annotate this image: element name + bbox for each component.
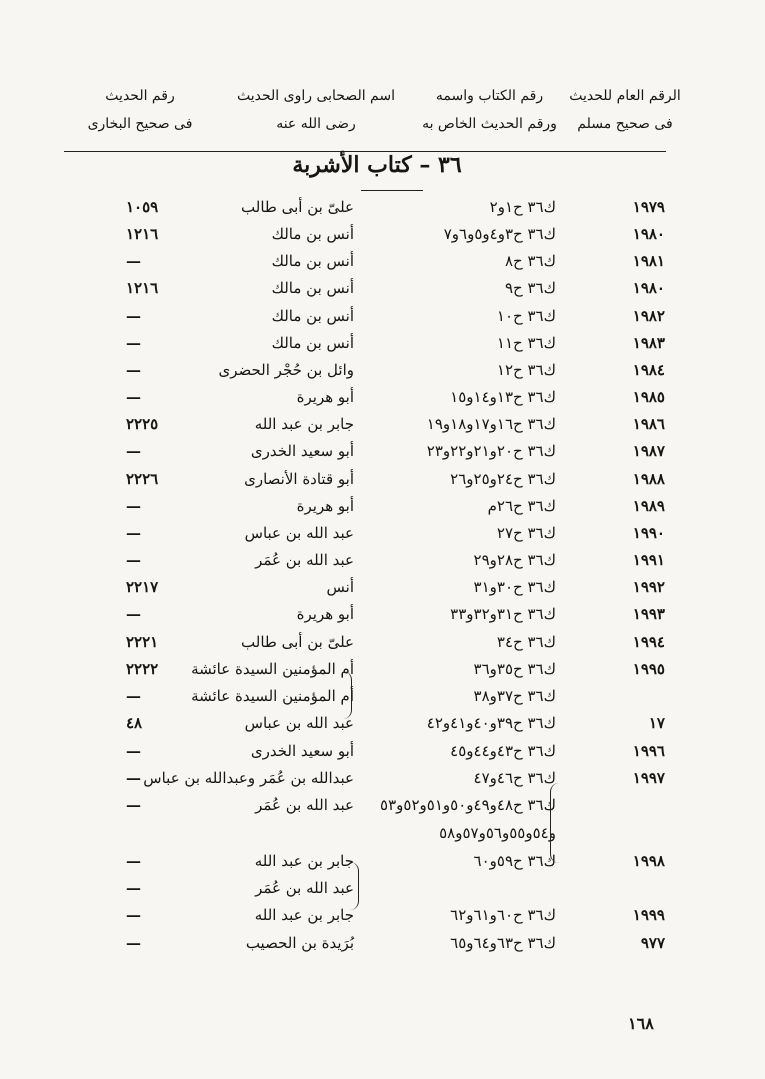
page-number: ١٦٨ [628, 1014, 654, 1033]
row-bukhari-number: — [126, 934, 141, 952]
row-book-reference: ك٣٦ ح٢٧ [496, 524, 556, 542]
row-bukhari-number: ٢٢٢٢ [126, 660, 159, 678]
row-book-reference: ك٣٦ ح٩ [504, 279, 556, 297]
row-narrator: أبو قتادة الأنصارى [244, 470, 354, 488]
header-book-reference [402, 82, 577, 138]
row-bukhari-number: — [126, 388, 141, 406]
row-bukhari-number: — [126, 551, 141, 569]
row-book-reference: ك٣٦ ح٢٠و٢١و٢٢و٢٣ [426, 442, 556, 460]
row-narrator: أنس بن مالك [271, 279, 354, 297]
row-narrator: أبو سعيد الخدرى [250, 442, 354, 460]
row-narrator: أبو سعيد الخدرى [250, 742, 354, 760]
row-bukhari-number: ٢٢٢٥ [126, 415, 159, 433]
row-book-reference: ك٣٦ ح١و٢ [489, 198, 556, 216]
brace-aisha [343, 671, 352, 719]
row-narrator: عبد الله بن عباس [244, 524, 354, 542]
row-bukhari-number: — [126, 687, 141, 705]
header-line: ورقم الحديث الخاص به [422, 116, 557, 132]
row-book-reference: ك٣٦ ح٦٠و٦١و٦٢ [450, 906, 556, 924]
row-bukhari-number: — [126, 879, 141, 897]
row-general-number: ١٩٨٤ [632, 361, 665, 379]
row-general-number: ١٩٨١ [632, 252, 665, 270]
row-book-reference: ك٣٦ ح٣٥و٣٦ [473, 660, 556, 678]
row-bukhari-number: — [126, 852, 141, 870]
row-narrator: أنس بن مالك [271, 307, 354, 325]
row-book-reference: ك٣٦ ح٥٩و٦٠ [473, 852, 556, 870]
row-narrator: عبد الله بن عُمَر [255, 551, 354, 569]
row-general-number: ١٧ [648, 714, 665, 732]
row-narrator: أم المؤمنين السيدة عائشة [191, 660, 354, 678]
row-bukhari-number: — [126, 524, 141, 542]
row-narrator: أنس بن مالك [271, 252, 354, 270]
header-bukhari-number [60, 82, 220, 138]
row-book-reference: ك٣٦ ح٣٤ [496, 633, 556, 651]
row-book-reference: ك٣٦ ح٢٤و٢٥و٢٦ [450, 470, 556, 488]
row-general-number: ١٩٩٢ [632, 578, 665, 596]
row-book-reference: ك٣٦ ح٣١و٣٢و٣٣ [450, 605, 556, 623]
row-general-number: ١٩٧٩ [632, 198, 665, 216]
row-bukhari-number: — [126, 361, 141, 379]
row-bukhari-number: ٢٢٢١ [126, 633, 159, 651]
row-general-number: ١٩٩٤ [632, 633, 665, 651]
row-narrator: جابر بن عبد الله [254, 852, 354, 870]
row-book-reference: ك٣٦ ح٣٩و٤٠و٤١و٤٢ [426, 714, 556, 732]
row-book-reference: ك٣٦ ح٤٣و٤٤و٤٥ [450, 742, 556, 760]
row-narrator: جابر بن عبد الله [254, 415, 354, 433]
row-bukhari-number: ١٢١٦ [126, 279, 159, 297]
row-book-reference: ك٣٦ ح٢٦م [487, 497, 556, 515]
row-book-reference: ك٣٦ ح٢٨و٢٩ [473, 551, 556, 569]
row-narrator: علىّ بن أبى طالب [241, 198, 354, 216]
row-book-reference: ك٣٦ ح١٣و١٤و١٥ [450, 388, 556, 406]
row-general-number: ٩٧٧ [640, 934, 665, 952]
row-narrator: أنس بن مالك [271, 225, 354, 243]
row-narrator: بُرَيدة بن الحصيب [245, 934, 354, 952]
row-narrator: أبو هريرة [296, 388, 354, 406]
row-general-number: ١٩٨٩ [632, 497, 665, 515]
row-bukhari-number: — [126, 252, 141, 270]
section-underline [361, 190, 423, 191]
row-book-reference: ك٣٦ ح١١ [496, 334, 556, 352]
row-narrator: علىّ بن أبى طالب [241, 633, 354, 651]
row-book-reference: ك٣٦ ح١٢ [496, 361, 556, 379]
row-narrator: أنس بن مالك [271, 334, 354, 352]
row-general-number: ١٩٩٠ [632, 524, 665, 542]
row-narrator: عبد الله بن عباس [244, 714, 354, 732]
header-line: رقم الكتاب واسمه [435, 88, 544, 104]
row-bukhari-number: — [126, 497, 141, 515]
row-book-reference: ك٣٦ ح٤٦و٤٧ [473, 769, 556, 787]
row-narrator: أم المؤمنين السيدة عائشة [191, 687, 354, 705]
row-book-reference: و٥٤و٥٥و٥٦و٥٧و٥٨ [439, 824, 556, 842]
row-general-number: ١٩٩١ [632, 551, 665, 569]
brace-1997-references [550, 783, 559, 863]
row-general-number: ١٩٩٧ [632, 769, 665, 787]
row-narrator: عبدالله بن عُمَر وعبدالله بن عباس [143, 769, 354, 787]
row-bukhari-number: — [126, 769, 141, 787]
row-bukhari-number: — [126, 605, 141, 623]
section-title: ٣٦ – كتاب الأشربة [292, 152, 462, 178]
row-general-number: ١٩٩٦ [632, 742, 665, 760]
header-line: فى صحيح مسلم [577, 116, 673, 132]
row-book-reference: ك٣٦ ح٤٨و٤٩و٥٠و٥١و٥٢و٥٣ [380, 796, 556, 814]
row-general-number: ١٩٩٨ [632, 852, 665, 870]
header-line: اسم الصحابى راوى الحديث [236, 88, 395, 104]
row-bukhari-number: ٢٢١٧ [126, 578, 159, 596]
row-general-number: ١٩٨٨ [632, 470, 665, 488]
row-general-number: ١٩٩٥ [632, 660, 665, 678]
row-general-number: ١٩٩٣ [632, 605, 665, 623]
row-general-number: ١٩٩٩ [632, 906, 665, 924]
header-line: فى صحيح البخارى [87, 116, 193, 132]
row-narrator: عبد الله بن عُمَر [255, 879, 354, 897]
row-general-number: ١٩٨٧ [632, 442, 665, 460]
row-general-number: ١٩٨٢ [632, 307, 665, 325]
row-bukhari-number: — [126, 334, 141, 352]
row-book-reference: ك٣٦ ح٣٠و٣١ [473, 578, 556, 596]
row-bukhari-number: ١٢١٦ [126, 225, 159, 243]
row-book-reference: ك٣٦ ح١٠ [496, 307, 556, 325]
header-line: الرقم العام للحديث [569, 88, 681, 104]
row-narrator: جابر بن عبد الله [254, 906, 354, 924]
row-general-number: ١٩٨٠ [632, 279, 665, 297]
row-general-number: ١٩٨٦ [632, 415, 665, 433]
row-general-number: ١٩٨٥ [632, 388, 665, 406]
row-narrator: عبد الله بن عُمَر [255, 796, 354, 814]
row-book-reference: ك٣٦ ح٨ [504, 252, 556, 270]
row-narrator: أبو هريرة [296, 605, 354, 623]
brace-1998-narrators [350, 862, 359, 910]
row-narrator: أنس [326, 578, 354, 596]
row-book-reference: ك٣٦ ح٦٣و٦٤و٦٥ [450, 934, 556, 952]
row-bukhari-number: — [126, 442, 141, 460]
header-line: رضى الله عنه [276, 116, 356, 132]
row-bukhari-number: — [126, 307, 141, 325]
row-general-number: ١٩٨٣ [632, 334, 665, 352]
row-bukhari-number: — [126, 742, 141, 760]
row-book-reference: ك٣٦ ح٣و٤و٥و٦و٧ [443, 225, 556, 243]
header-narrator [216, 82, 416, 138]
row-bukhari-number: ١٠٥٩ [126, 198, 159, 216]
row-narrator: وائل بن حُجْر الحضرى [218, 361, 354, 379]
row-general-number: ١٩٨٠ [632, 225, 665, 243]
row-bukhari-number: ٢٢٢٦ [126, 470, 159, 488]
row-narrator: أبو هريرة [296, 497, 354, 515]
row-book-reference: ك٣٦ ح١٦و١٧و١٨و١٩ [426, 415, 556, 433]
row-book-reference: ك٣٦ ح٣٧و٣٨ [473, 687, 556, 705]
header-line: رقم الحديث [105, 88, 175, 104]
row-bukhari-number: — [126, 906, 141, 924]
row-bukhari-number: — [126, 796, 141, 814]
row-bukhari-number: ٤٨ [126, 714, 143, 732]
